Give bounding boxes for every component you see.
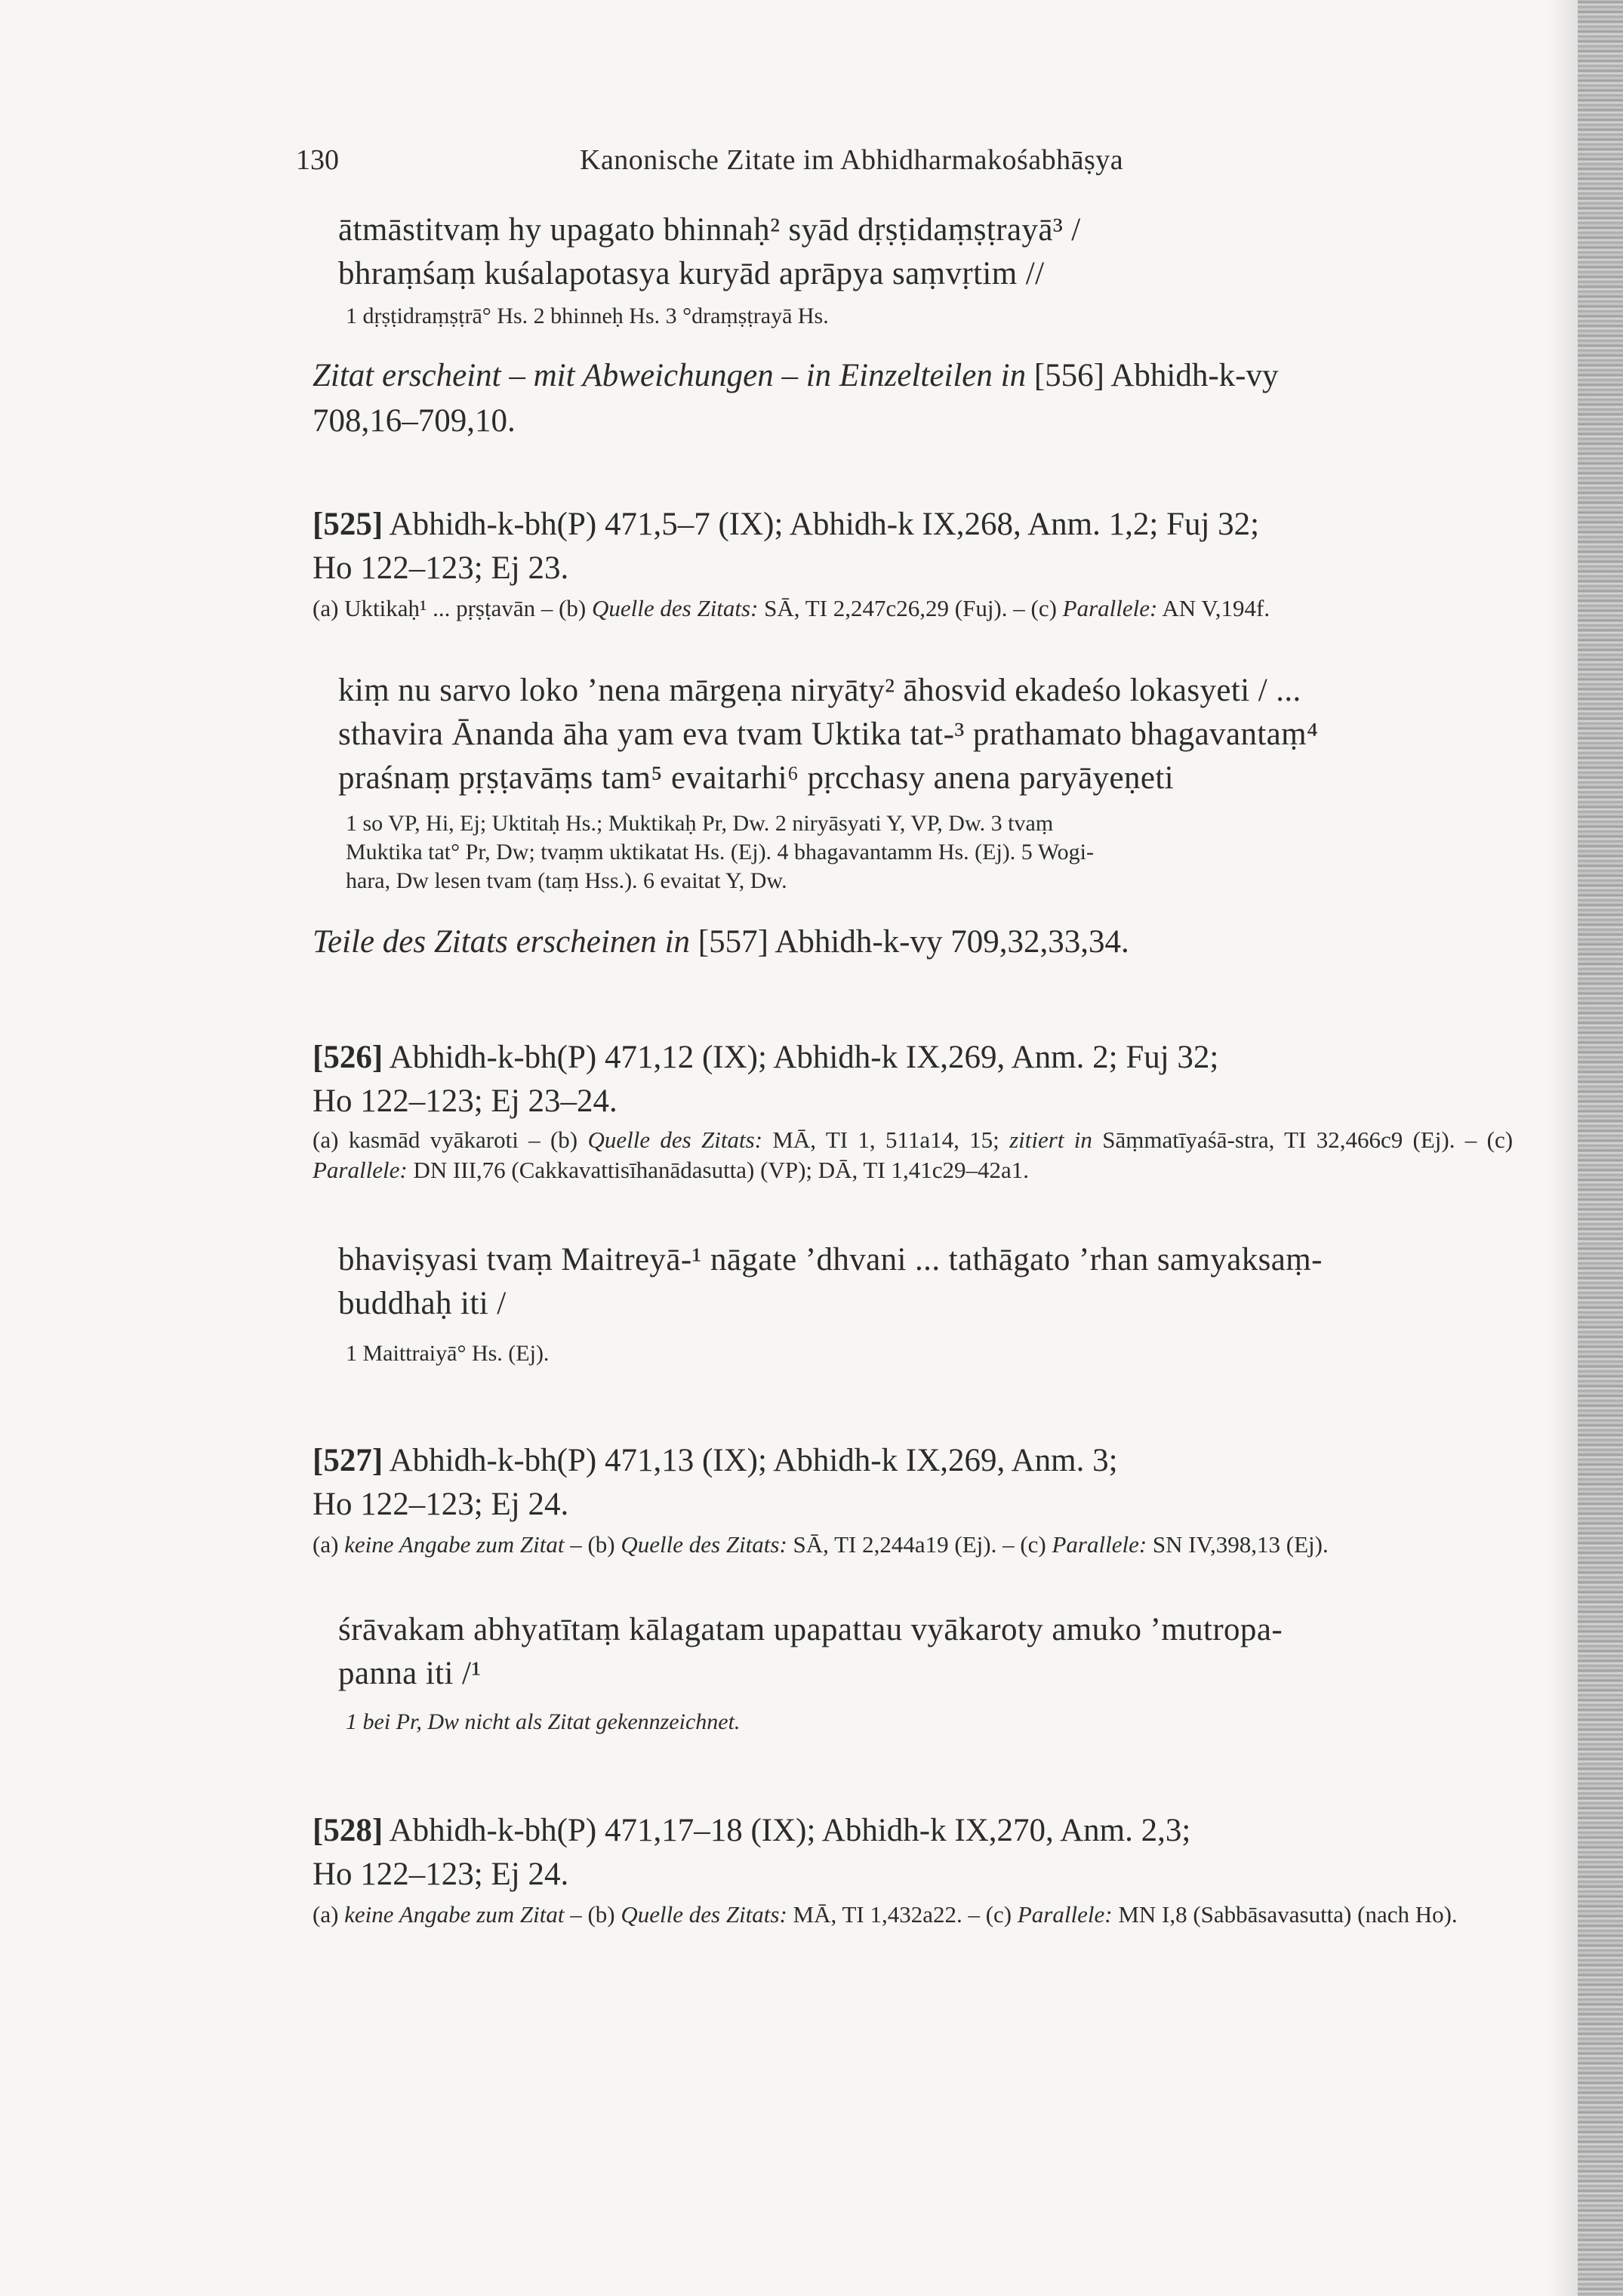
entry-526-meta <box>313 1125 1513 1185</box>
meta-b: MĀ, TI 1,432a22. – (c) <box>793 1901 1012 1928</box>
entry-525-meta <box>313 593 1513 624</box>
meta-b2-label: zitiert in <box>1009 1126 1092 1153</box>
meta-a-label: keine Angabe zum Zitat <box>344 1531 565 1558</box>
entry-526-heading <box>313 1036 1513 1123</box>
entry-526-footnotes <box>346 1339 1493 1368</box>
meta-c: DN III,76 (Cakkavattisīhanādasutta) (VP); DĀ, TI 1,41c29–42a1. <box>413 1157 1030 1183</box>
meta-a: (a) Uktikaḥ¹ ... pṛṣṭavān – (b) <box>313 595 587 621</box>
entry-528-heading <box>313 1809 1513 1897</box>
entry-527-meta <box>313 1530 1513 1560</box>
footnote-line: 1 Maittraiyā° Hs. (Ej). <box>346 1341 550 1366</box>
meta-c: MN I,8 (Sabbāsavasutta) (nach Ho). <box>1118 1901 1458 1928</box>
footnote-line: Muktika tat° Pr, Dw; tvaṃm uktikatat Hs. (Ej). 4 bhagavantamm Hs. (Ej). 5 Wogi- <box>346 840 1094 864</box>
verse-line: kiṃ nu sarvo loko ’nena mārgeṇa niryāty² āhosvid ekadeśo lokasyeti / ... <box>338 673 1301 708</box>
entry-number: [526] <box>313 1040 383 1075</box>
entry-525-footnotes <box>346 809 1493 895</box>
running-title: Kanonische Zitate im Abhidharmakośabhāṣya <box>580 144 1124 176</box>
cross-ref-target: [556] Abhidh-k-vy <box>1033 358 1279 393</box>
verse-line: buddhaḥ iti / <box>338 1286 507 1321</box>
meta-c-label: Parallele: <box>1052 1531 1147 1558</box>
scan-edge-shadow <box>1578 0 1623 2296</box>
entry-527-quote <box>338 1608 1501 1696</box>
entry-527-footnotes <box>346 1708 1493 1737</box>
meta-a: (a) <box>313 1531 339 1558</box>
meta-b-label: Quelle des Zitats: <box>587 1126 763 1153</box>
meta-a2: – (b) <box>570 1531 615 1558</box>
meta-c: SN IV,398,13 (Ej). <box>1152 1531 1329 1558</box>
verse-line: bhaviṣyasi tvaṃ Maitreyā-¹ nāgate ’dhvani ... tathāgato ’rhan samyaksaṃ- <box>338 1242 1323 1277</box>
meta-a: (a) <box>313 1901 339 1928</box>
cross-ref-label: Teile des Zitats erscheinen in <box>313 924 691 960</box>
verse-line: bhraṃśaṃ kuśalapotasya kuryād aprāpya saṃvṛtim // <box>338 256 1045 291</box>
entry-527-heading <box>313 1439 1513 1527</box>
meta-c: AN V,194f. <box>1162 595 1270 621</box>
meta-b-label: Quelle des Zitats: <box>592 595 759 621</box>
verse-line: śrāvakam abhyatītaṃ kālagatam upapattau vyākaroty amuko ’mutropa- <box>338 1612 1283 1647</box>
entry-525-heading <box>313 503 1513 590</box>
entry-528-meta <box>313 1900 1513 1930</box>
top-footnotes: 1 dṛṣṭidraṃṣṭrā° Hs. 2 bhinneḥ Hs. 3 °draṃṣṭrayā Hs. <box>346 304 829 328</box>
top-cross-reference <box>313 353 1502 444</box>
entry-ref-line: Abhidh-k-bh(P) 471,13 (IX); Abhidh-k IX,269, Anm. 3; <box>389 1443 1118 1478</box>
verse-line: sthavira Ānanda āha yam eva tvam Uktika tat-³ prathamato bhagavantaṃ⁴ <box>338 717 1319 752</box>
entry-ref-line: Ho 122–123; Ej 23–24. <box>313 1083 617 1119</box>
entry-ref-line: Abhidh-k-bh(P) 471,5–7 (IX); Abhidh-k IX,268, Anm. 1,2; Fuj 32; <box>389 507 1260 542</box>
page-number: 130 <box>296 144 339 176</box>
entry-526-quote <box>338 1238 1501 1326</box>
entry-ref-line: Ho 122–123; Ej 23. <box>313 550 569 586</box>
entry-ref-line: Abhidh-k-bh(P) 471,17–18 (IX); Abhidh-k IX,270, Anm. 2,3; <box>389 1813 1191 1848</box>
verse-line: ātmāstitvaṃ hy upagato bhinnaḥ² syād dṛṣṭidaṃṣṭrayā³ / <box>338 212 1081 248</box>
meta-b-label: Quelle des Zitats: <box>621 1901 787 1928</box>
verse-line: praśnaṃ pṛṣṭavāṃs tam⁵ evaitarhi⁶ pṛcchasy anena paryāyeṇeti <box>338 760 1175 796</box>
cross-ref-label: Zitat erscheint – mit Abweichungen – in Einzelteilen in <box>313 358 1027 393</box>
entry-525-quote <box>338 669 1501 800</box>
meta-b2: Sāṃmatīyaśā-stra, TI 32,466c9 (Ej). – (c) <box>1102 1126 1514 1153</box>
entry-number: [528] <box>313 1813 383 1848</box>
entry-number: [525] <box>313 507 383 542</box>
meta-c-label: Parallele: <box>1062 595 1158 621</box>
meta-b: MĀ, TI 1, 511a14, 15; <box>772 1126 999 1153</box>
meta-a2: – (b) <box>570 1901 615 1928</box>
footnote-line: 1 bei Pr, Dw nicht als Zitat gekennzeichnet. <box>346 1709 741 1734</box>
meta-b: SĀ, TI 2,244a19 (Ej). – (c) <box>793 1531 1046 1558</box>
entry-number: [527] <box>313 1443 383 1478</box>
top-verse <box>338 208 1501 296</box>
meta-b-label: Quelle des Zitats: <box>621 1531 787 1558</box>
cross-ref-target: [557] Abhidh-k-vy 709,32,33,34. <box>698 924 1129 960</box>
entry-ref-line: Ho 122–123; Ej 24. <box>313 1857 569 1892</box>
cross-ref-cont: 708,16–709,10. <box>313 403 516 439</box>
entry-525-cross-reference <box>313 920 1502 965</box>
footnote-line: 1 so VP, Hi, Ej; Uktitaḥ Hs.; Muktikaḥ Pr, Dw. 2 niryāsyati Y, VP, Dw. 3 tvaṃ <box>346 811 1054 836</box>
footnote-line: hara, Dw lesen tvam (taṃ Hss.). 6 evaitat Y, Dw. <box>346 868 787 893</box>
meta-b: SĀ, TI 2,247c26,29 (Fuj). – (c) <box>764 595 1057 621</box>
meta-c-label: Parallele: <box>1017 1901 1113 1928</box>
meta-a-label: keine Angabe zum Zitat <box>344 1901 565 1928</box>
meta-c-label: Parallele: <box>313 1157 408 1183</box>
meta-a: (a) kasmād vyākaroti – (b) <box>313 1126 578 1153</box>
verse-line: panna iti /¹ <box>338 1656 482 1691</box>
entry-ref-line: Ho 122–123; Ej 24. <box>313 1487 569 1522</box>
entry-ref-line: Abhidh-k-bh(P) 471,12 (IX); Abhidh-k IX,269, Anm. 2; Fuj 32; <box>389 1040 1219 1075</box>
